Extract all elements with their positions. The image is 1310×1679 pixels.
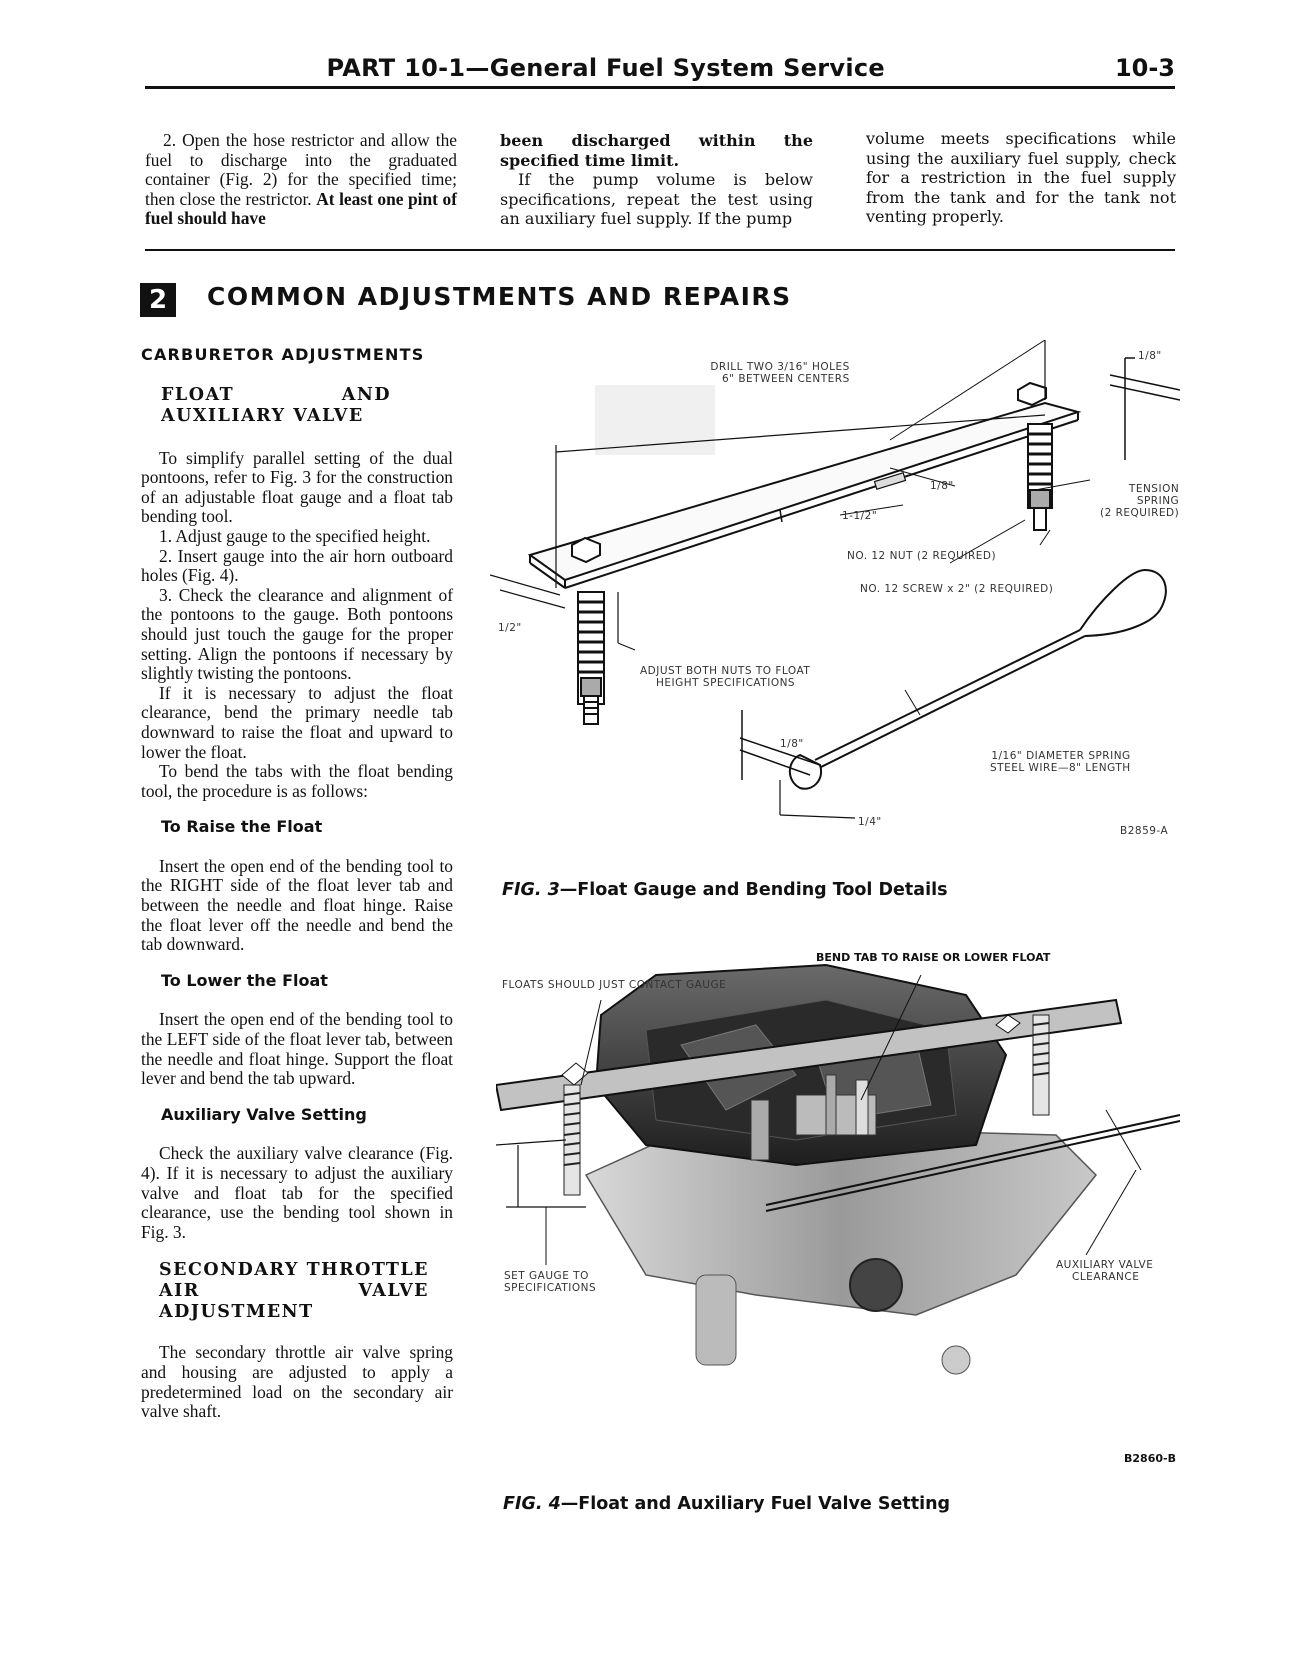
left-column (141, 345, 453, 1422)
figure-3 (490, 340, 1180, 880)
intro-column-2 (500, 131, 813, 229)
label-drill-holes: DRILL TWO 3/16" HOLES 6" BETWEEN CENTERS (710, 361, 850, 385)
heading-float-auxiliary-valve: FLOAT AND AUXILIARY VALVE (161, 384, 391, 426)
para-intro: To simplify parallel setting of the dual pontoons, refer to Fig. 3 for the construction of an adjustable float gauge and a float tab bending tool. (141, 447, 453, 527)
float-gauge-drawing (490, 340, 1180, 880)
figure-4 (496, 945, 1180, 1465)
header-rule (145, 86, 1175, 89)
label-auxiliary-clearance: AUXILIARY VALVE CLEARANCE (1056, 1259, 1154, 1283)
carburetor-photo (496, 945, 1180, 1405)
label-one-and-half: 1-1/2" (842, 510, 878, 522)
label-bend-tab: BEND TAB TO RAISE OR LOWER FLOAT (816, 951, 1051, 964)
intro-column-1 (145, 131, 457, 229)
para-secondary-throttle: The secondary throttle air valve spring and housing are adjusted to apply a predetermined load on the secondary air valve shaft. (141, 1342, 453, 1422)
label-nut: NO. 12 NUT (2 REQUIRED) (847, 550, 997, 562)
label-set-gauge: SET GAUGE TO SPECIFICATIONS (504, 1270, 597, 1294)
figure-4-code: B2860-B (1124, 1452, 1176, 1465)
label-spring-wire: 1/16" DIAMETER SPRING STEEL WIRE—8" LENGTH (990, 750, 1131, 774)
section-rule (145, 249, 1175, 251)
heading-lower-float: To Lower the Float (161, 970, 328, 990)
figure-4-caption: FIG. 4—Float and Auxiliary Fuel Valve Setting (503, 1494, 951, 1514)
step-3: 3. Check the clearance and alignment of the pontoons to the gauge. Both pontoons should just touch the gauge for the proper setting. Align the pontoons if necessary by slightly twisting the pontoons. (141, 584, 453, 684)
heading-raise-float: To Raise the Float (161, 817, 323, 837)
label-eighth-top: 1/8" (1138, 350, 1162, 362)
label-eighth-mid: 1/8" (930, 480, 954, 492)
intro-col2-bold: been discharged within the specified time limit. (500, 131, 813, 170)
intro-col2-text: If the pump volume is below specifications, repeat the test using an auxiliary fuel supply. If the pump (500, 170, 813, 229)
para-float-clearance: If it is necessary to adjust the float clearance, bend the primary needle tab downward to raise the float and upward to lower the float. (141, 682, 453, 762)
figure-3-code: B2859-A (1120, 825, 1169, 837)
para-bend-tabs: To bend the tabs with the float bending tool, the procedure is as follows: (141, 761, 453, 801)
page-number: 10-3 (1114, 54, 1175, 82)
intro-col3-text: volume meets specifications while using the auxiliary fuel supply, check for a restriction in the fuel supply from the tank and for the tank not venting properly. (866, 129, 1176, 227)
intro-column-3 (866, 129, 1176, 227)
label-adjust-nuts: ADJUST BOTH NUTS TO FLOAT HEIGHT SPECIFICATIONS (640, 665, 811, 689)
label-tension-spring: TENSION SPRING (2 REQUIRED) (1100, 483, 1180, 519)
intro-col1-text: 2. Open the hose restrictor and allow the fuel to discharge into the graduated container (Fig. 2) for the specified time; then close the restrictor. (145, 130, 457, 209)
label-screw: NO. 12 SCREW x 2" (2 REQUIRED) (860, 583, 1054, 595)
label-floats-contact: FLOATS SHOULD JUST CONTACT GAUGE (502, 979, 727, 991)
heading-secondary-throttle: SECONDARY THROTTLE AIR VALVE ADJUSTMENT (159, 1260, 429, 1323)
para-lower-float: Insert the open end of the bending tool to the LEFT side of the float lever tab, between the needle and float hinge. Support the float lever and bend the tab upward. (141, 1009, 453, 1089)
label-eighth-low: 1/8" (780, 738, 804, 750)
para-auxiliary-valve: Check the auxiliary valve clearance (Fig. 4). If it is necessary to adjust the auxiliary valve and float tab for the specified clearance, use the bending tool shown in Fig. 3. (141, 1143, 453, 1242)
header-title: PART 10-1—General Fuel System Service (326, 54, 885, 82)
step-1: 1. Adjust gauge to the specified height. (159, 525, 431, 546)
heading-carburetor-adjustments: CARBURETOR ADJUSTMENTS (141, 345, 425, 364)
section-title: COMMON ADJUSTMENTS AND REPAIRS (207, 282, 792, 311)
intro-col1-bold: At least one pint of fuel should have (145, 188, 457, 229)
left-spring (578, 592, 604, 724)
label-quarter: 1/4" (858, 816, 882, 828)
section-number-badge: 2 (140, 283, 176, 317)
step-2: 2. Insert gauge into the air horn outboard holes (Fig. 4). (141, 545, 453, 586)
figure-3-caption: FIG. 3—Float Gauge and Bending Tool Details (502, 880, 948, 900)
heading-auxiliary-valve-setting: Auxiliary Valve Setting (161, 1104, 367, 1124)
page-header (145, 52, 1175, 88)
label-half: 1/2" (498, 622, 522, 634)
right-spring (1028, 424, 1052, 530)
para-raise-float: Insert the open end of the bending tool to the RIGHT side of the float lever tab and between the needle and float hinge. Raise the float lever off the needle and bend the tab downward. (141, 855, 453, 955)
